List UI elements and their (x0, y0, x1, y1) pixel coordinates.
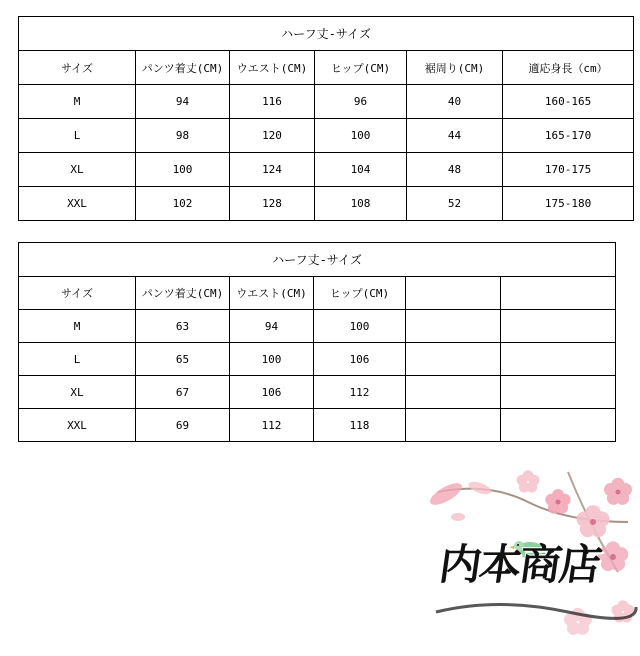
header-cell (501, 277, 616, 310)
table-row (19, 343, 616, 376)
header-cell (406, 277, 501, 310)
header-cell: ヒップ(CM) (314, 277, 406, 310)
size-cell: XXL (19, 187, 136, 221)
table-cell: 106 (314, 343, 406, 376)
header-cell: サイズ (19, 277, 136, 310)
shop-logo-text: 内本商店 (436, 540, 604, 589)
header-cell: サイズ (19, 51, 136, 85)
table-cell (406, 343, 501, 376)
size-table-2 (18, 242, 616, 442)
table-cell: 44 (407, 119, 503, 153)
table-cell: 165-170 (503, 119, 634, 153)
table-cell: 67 (136, 376, 230, 409)
size-cell: XXL (19, 409, 136, 442)
table-row (19, 310, 616, 343)
header-cell: ヒップ(CM) (315, 51, 407, 85)
table-cell: 112 (314, 376, 406, 409)
table-cell: 40 (407, 85, 503, 119)
table-cell: 94 (136, 85, 230, 119)
table-cell: 112 (230, 409, 314, 442)
size-cell: M (19, 85, 136, 119)
table-cell: 96 (315, 85, 407, 119)
size-cell: M (19, 310, 136, 343)
header-cell: 裾周り(CM) (407, 51, 503, 85)
table-cell: 98 (136, 119, 230, 153)
table-cell (501, 310, 616, 343)
table-cell: 120 (230, 119, 315, 153)
table-row (19, 376, 616, 409)
table-cell: 102 (136, 187, 230, 221)
table-cell: 116 (230, 85, 315, 119)
table-cell (406, 376, 501, 409)
table-title: ハーフ丈-サイズ (19, 17, 634, 51)
table-cell: 52 (407, 187, 503, 221)
header-cell: パンツ着丈(CM) (136, 51, 230, 85)
size-cell: XL (19, 153, 136, 187)
table-cell (501, 343, 616, 376)
table-cell: 48 (407, 153, 503, 187)
table-title-row (19, 17, 634, 51)
table-cell (406, 409, 501, 442)
table-title: ハーフ丈-サイズ (19, 243, 616, 277)
table-cell (406, 310, 501, 343)
table-cell: 100 (136, 153, 230, 187)
table-cell: 108 (315, 187, 407, 221)
table-cell: 118 (314, 409, 406, 442)
table-cell: 69 (136, 409, 230, 442)
header-cell: パンツ着丈(CM) (136, 277, 230, 310)
header-cell: ウエスト(CM) (230, 51, 315, 85)
table-title-row (19, 243, 616, 277)
table-row (19, 187, 634, 221)
size-cell: XL (19, 376, 136, 409)
table-cell: 100 (230, 343, 314, 376)
table-row (19, 119, 634, 153)
table-row (19, 153, 634, 187)
table-cell: 63 (136, 310, 230, 343)
table-cell: 175-180 (503, 187, 634, 221)
table-cell: 106 (230, 376, 314, 409)
header-cell: 適応身長（cm） (503, 51, 634, 85)
table-cell: 128 (230, 187, 315, 221)
table-cell: 100 (315, 119, 407, 153)
header-cell: ウエスト(CM) (230, 277, 314, 310)
table-cell: 100 (314, 310, 406, 343)
table-header-row (19, 51, 634, 85)
table-row (19, 85, 634, 119)
table-cell: 170-175 (503, 153, 634, 187)
shop-logo (418, 462, 640, 652)
table-row (19, 409, 616, 442)
table-cell: 160-165 (503, 85, 634, 119)
size-table-1 (18, 16, 634, 221)
table-cell (501, 376, 616, 409)
table-cell: 104 (315, 153, 407, 187)
size-cell: L (19, 343, 136, 376)
table-cell: 94 (230, 310, 314, 343)
table-header-row (19, 277, 616, 310)
table-cell (501, 409, 616, 442)
table-cell: 124 (230, 153, 315, 187)
size-cell: L (19, 119, 136, 153)
table-cell: 65 (136, 343, 230, 376)
